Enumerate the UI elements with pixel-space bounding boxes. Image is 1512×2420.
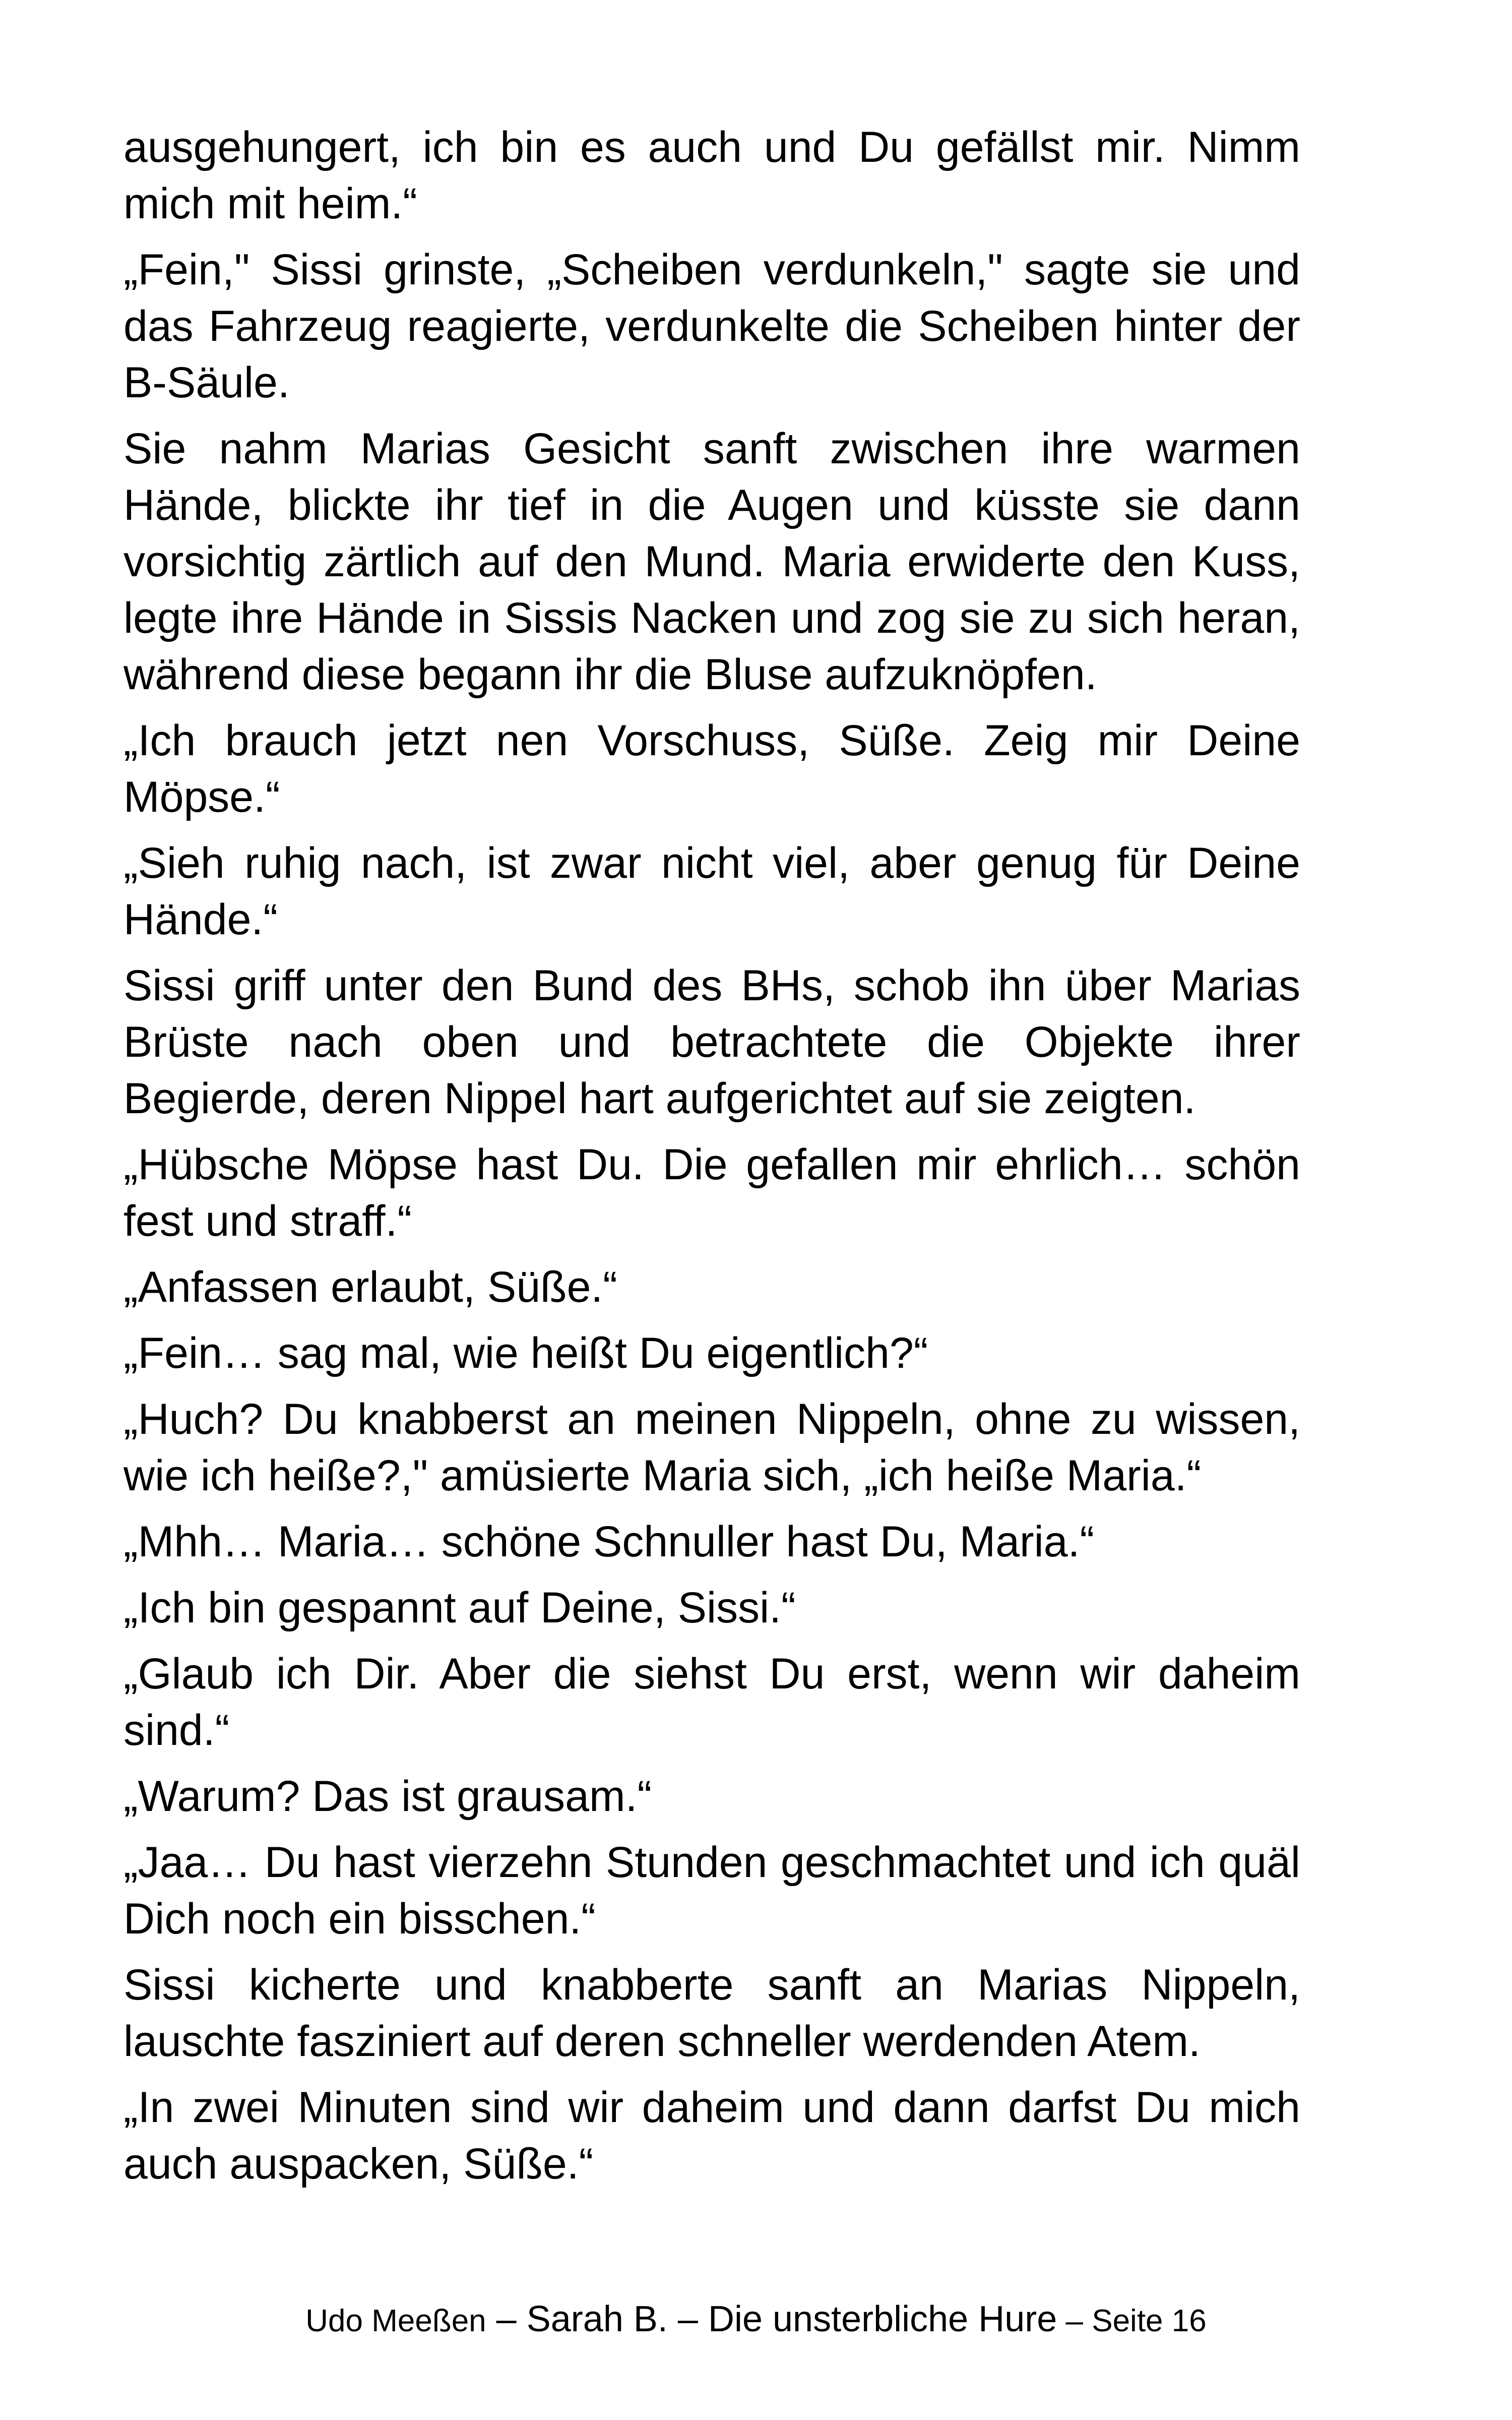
paragraph: „Ich bin gespannt auf Deine, Sissi.“ xyxy=(123,1584,796,1632)
paragraph: Sie nahm Marias Gesicht sanft zwischen ihre warmen Hände, blickte ihr tief in die Augen und küsste sie dann vorsichtig zärtlich auf den Mund. Maria erwiderte den Kuss, legte ihre Hände in Sissis Nacken und zog sie zu sich heran, während diese begann ihr die Bluse aufzuknöpfen. xyxy=(123,425,1300,699)
footer-page-number: Seite 16 xyxy=(1092,2304,1207,2338)
footer-separator: – xyxy=(486,2299,527,2339)
paragraph: „Sieh ruhig nach, ist zwar nicht viel, aber genug für Deine Hände.“ xyxy=(123,839,1300,944)
paragraph: Sissi kicherte und knabberte sanft an Marias Nippeln, lauschte fasziniert auf deren schneller werdenden Atem. xyxy=(123,1961,1300,2066)
body-text xyxy=(123,119,1300,2202)
paragraph: „Anfassen erlaubt, Süße.“ xyxy=(123,1263,617,1311)
paragraph: „Warum? Das ist grausam.“ xyxy=(123,1772,652,1821)
paragraph: „Fein," Sissi grinste, „Scheiben verdunkeln," sagte sie und das Fahrzeug reagierte, verdunkelte die Scheiben hinter der B-Säule. xyxy=(123,246,1300,407)
paragraph: Sissi griff unter den Bund des BHs, schob ihn über Marias Brüste nach oben und betrachtete die Objekte ihrer Begierde, deren Nippel hart aufgerichtet auf sie zeigten. xyxy=(123,961,1300,1123)
footer-book-title: Sarah B. – Die unsterbliche Hure xyxy=(526,2299,1057,2339)
paragraph: „In zwei Minuten sind wir daheim und dann darfst Du mich auch auspacken, Süße.“ xyxy=(123,2083,1300,2188)
paragraph: „Ich brauch jetzt nen Vorschuss, Süße. Zeig mir Deine Möpse.“ xyxy=(123,716,1300,821)
paragraph: „Huch? Du knabberst an meinen Nippeln, ohne zu wissen, wie ich heiße?," amüsierte Maria sich, „ich heiße Maria.“ xyxy=(123,1395,1300,1500)
paragraph: „Jaa… Du hast vierzehn Stunden geschmachtet und ich quäl Dich noch ein bisschen.“ xyxy=(123,1838,1300,1943)
footer-separator: – xyxy=(1057,2304,1092,2338)
footer-author: Udo Meeßen xyxy=(305,2304,486,2338)
paragraph: „Mhh… Maria… schöne Schnuller hast Du, Maria.“ xyxy=(123,1518,1095,1566)
paragraph: „Glaub ich Dir. Aber die siehst Du erst, wenn wir daheim sind.“ xyxy=(123,1650,1300,1754)
paragraph: ausgehungert, ich bin es auch und Du gefällst mir. Nimm mich mit heim.“ xyxy=(123,123,1300,228)
paragraph: „Fein… sag mal, wie heißt Du eigentlich?“ xyxy=(123,1329,928,1377)
page-footer xyxy=(0,2294,1512,2346)
paragraph: „Hübsche Möpse hast Du. Die gefallen mir ehrlich… schön fest und straff.“ xyxy=(123,1140,1300,1245)
